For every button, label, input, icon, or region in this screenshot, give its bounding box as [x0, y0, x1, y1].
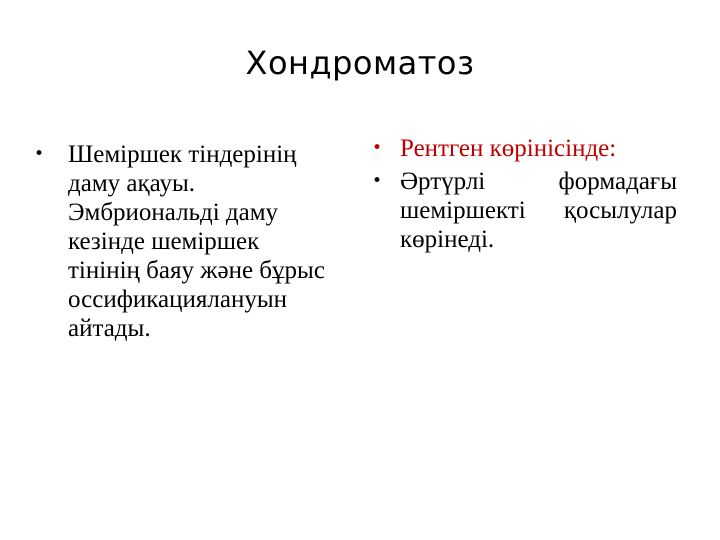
right-bullet-heading-text: Рентген көрінісінде: [400, 135, 617, 162]
left-bullet-text: Шеміршек тіндерінің даму ақауы. Эмбриональді даму кезінде шеміршек тінінің баяу және бұрыс оссификациялануын айтады. [68, 141, 325, 342]
slide-title: Хондроматоз [245, 44, 475, 82]
right-bullet-body-text: Әртүрлі формадағы шеміршекті қосылулар көрінеді. [400, 168, 677, 253]
right-bullet-item-heading [372, 134, 677, 163]
left-column [34, 140, 334, 343]
right-column [372, 134, 677, 254]
bullet-icon: • [34, 144, 45, 164]
right-bullet-item-body [372, 167, 677, 254]
bullet-icon: • [372, 138, 383, 158]
bullet-icon: • [372, 171, 383, 191]
left-bullet-item [34, 140, 334, 343]
